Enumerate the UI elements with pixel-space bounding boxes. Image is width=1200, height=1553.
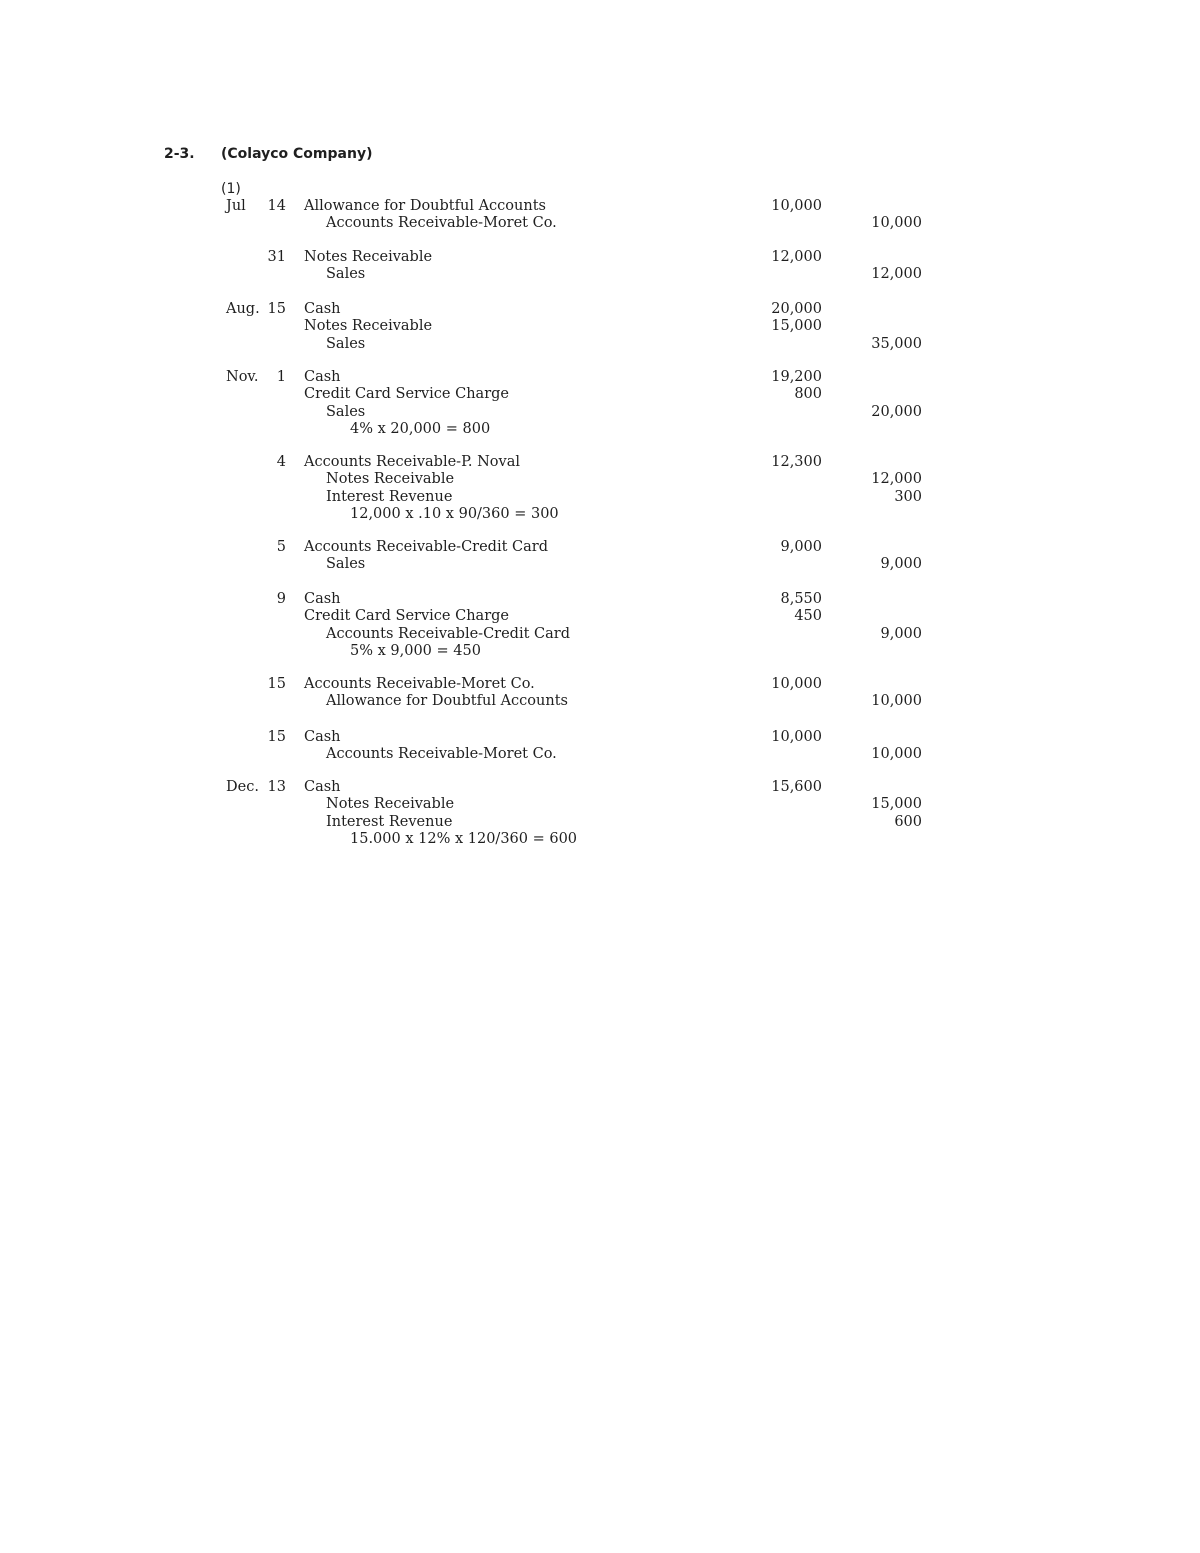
entry-day: 4 <box>276 454 286 470</box>
journal-line <box>0 506 1200 523</box>
debit-amount: 8,550 <box>780 591 822 607</box>
account-name: Accounts Receivable-Credit Card <box>326 625 570 642</box>
entry-day: 15 <box>267 301 286 317</box>
journal-line <box>0 266 1200 283</box>
journal-line <box>0 386 1200 403</box>
journal-line <box>0 626 1200 643</box>
journal-line <box>0 454 1200 471</box>
entry-month: Dec. <box>226 779 259 795</box>
debit-amount: 10,000 <box>771 198 822 214</box>
debit-amount: 15,600 <box>771 779 822 795</box>
account-name: Sales <box>326 556 366 573</box>
account-name: Accounts Receivable-Moret Co. <box>326 746 557 763</box>
entry-month: Nov. <box>226 369 259 385</box>
entry-month: Aug. <box>226 301 260 317</box>
credit-amount: 600 <box>894 813 922 830</box>
account-name: Interest Revenue <box>326 813 453 830</box>
credit-amount: 9,000 <box>880 625 922 642</box>
account-name: Accounts Receivable-Credit Card <box>304 539 548 555</box>
journal-line <box>0 831 1200 848</box>
journal-line <box>0 643 1200 660</box>
journal-line <box>0 746 1200 763</box>
debit-amount: 450 <box>794 608 822 625</box>
journal-line <box>0 676 1200 693</box>
entry-day: 15 <box>267 729 286 745</box>
journal-line <box>0 198 1200 215</box>
journal-line <box>0 729 1200 746</box>
account-name: Allowance for Doubtful Accounts <box>326 693 568 710</box>
credit-amount: 9,000 <box>880 556 922 573</box>
journal-line <box>0 814 1200 831</box>
debit-amount: 15,000 <box>771 318 822 335</box>
credit-amount: 35,000 <box>871 335 922 352</box>
credit-amount: 300 <box>894 488 922 505</box>
debit-amount: 20,000 <box>771 301 822 317</box>
journal-line <box>0 249 1200 266</box>
account-name: Interest Revenue <box>326 488 453 505</box>
company-name: (Colayco Company) <box>221 146 373 162</box>
journal-line <box>0 318 1200 335</box>
account-name: Notes Receivable <box>326 471 455 488</box>
journal-line <box>0 404 1200 421</box>
journal-line <box>0 779 1200 796</box>
debit-amount: 10,000 <box>771 729 822 745</box>
journal-line <box>0 471 1200 488</box>
computation-note: 12,000 x .10 x 90/360 = 300 <box>350 505 559 522</box>
credit-amount: 10,000 <box>871 215 922 232</box>
account-name: Accounts Receivable-Moret Co. <box>304 676 535 692</box>
journal-line <box>0 556 1200 573</box>
account-name: Allowance for Doubtful Accounts <box>304 198 546 214</box>
journal-line <box>0 421 1200 438</box>
credit-amount: 10,000 <box>871 693 922 710</box>
account-name: Sales <box>326 266 366 283</box>
credit-amount: 10,000 <box>871 746 922 763</box>
journal-line <box>0 693 1200 710</box>
account-name: Cash <box>304 779 341 795</box>
entry-day: 15 <box>267 676 286 692</box>
debit-amount: 800 <box>794 386 822 403</box>
journal-line <box>0 215 1200 232</box>
debit-amount: 19,200 <box>771 369 822 385</box>
account-name: Notes Receivable <box>304 318 433 335</box>
account-name: Sales <box>326 403 366 420</box>
account-name: Cash <box>304 591 341 607</box>
computation-note: 15.000 x 12% x 120/360 = 600 <box>350 830 578 847</box>
credit-amount: 12,000 <box>871 471 922 488</box>
entry-day: 1 <box>276 369 286 385</box>
entry-day: 14 <box>267 198 286 214</box>
journal-line <box>0 369 1200 386</box>
credit-amount: 15,000 <box>871 796 922 813</box>
account-name: Credit Card Service Charge <box>304 608 509 625</box>
entry-day: 31 <box>267 249 286 265</box>
account-name: Accounts Receivable-Moret Co. <box>326 215 557 232</box>
journal-line <box>0 796 1200 813</box>
debit-amount: 12,000 <box>771 249 822 265</box>
account-name: Notes Receivable <box>304 249 433 265</box>
computation-note: 5% x 9,000 = 450 <box>350 642 481 659</box>
journal-line <box>0 539 1200 556</box>
account-name: Cash <box>304 301 341 317</box>
debit-amount: 12,300 <box>771 454 822 470</box>
debit-amount: 10,000 <box>771 676 822 692</box>
part-label: (1) <box>221 181 241 197</box>
account-name: Cash <box>304 369 341 385</box>
computation-note: 4% x 20,000 = 800 <box>350 420 491 437</box>
entry-day: 13 <box>267 779 286 795</box>
account-name: Cash <box>304 729 341 745</box>
journal-line <box>0 608 1200 625</box>
entry-day: 9 <box>276 591 286 607</box>
credit-amount: 12,000 <box>871 266 922 283</box>
account-name: Credit Card Service Charge <box>304 386 509 403</box>
journal-line <box>0 489 1200 506</box>
journal-line <box>0 336 1200 353</box>
credit-amount: 20,000 <box>871 403 922 420</box>
entry-day: 5 <box>276 539 286 555</box>
journal-line <box>0 591 1200 608</box>
journal-line <box>0 301 1200 318</box>
debit-amount: 9,000 <box>780 539 822 555</box>
problem-number: 2-3. <box>164 146 195 162</box>
account-name: Notes Receivable <box>326 796 455 813</box>
account-name: Sales <box>326 335 366 352</box>
account-name: Accounts Receivable-P. Noval <box>304 454 520 470</box>
entry-month: Jul <box>226 198 246 214</box>
